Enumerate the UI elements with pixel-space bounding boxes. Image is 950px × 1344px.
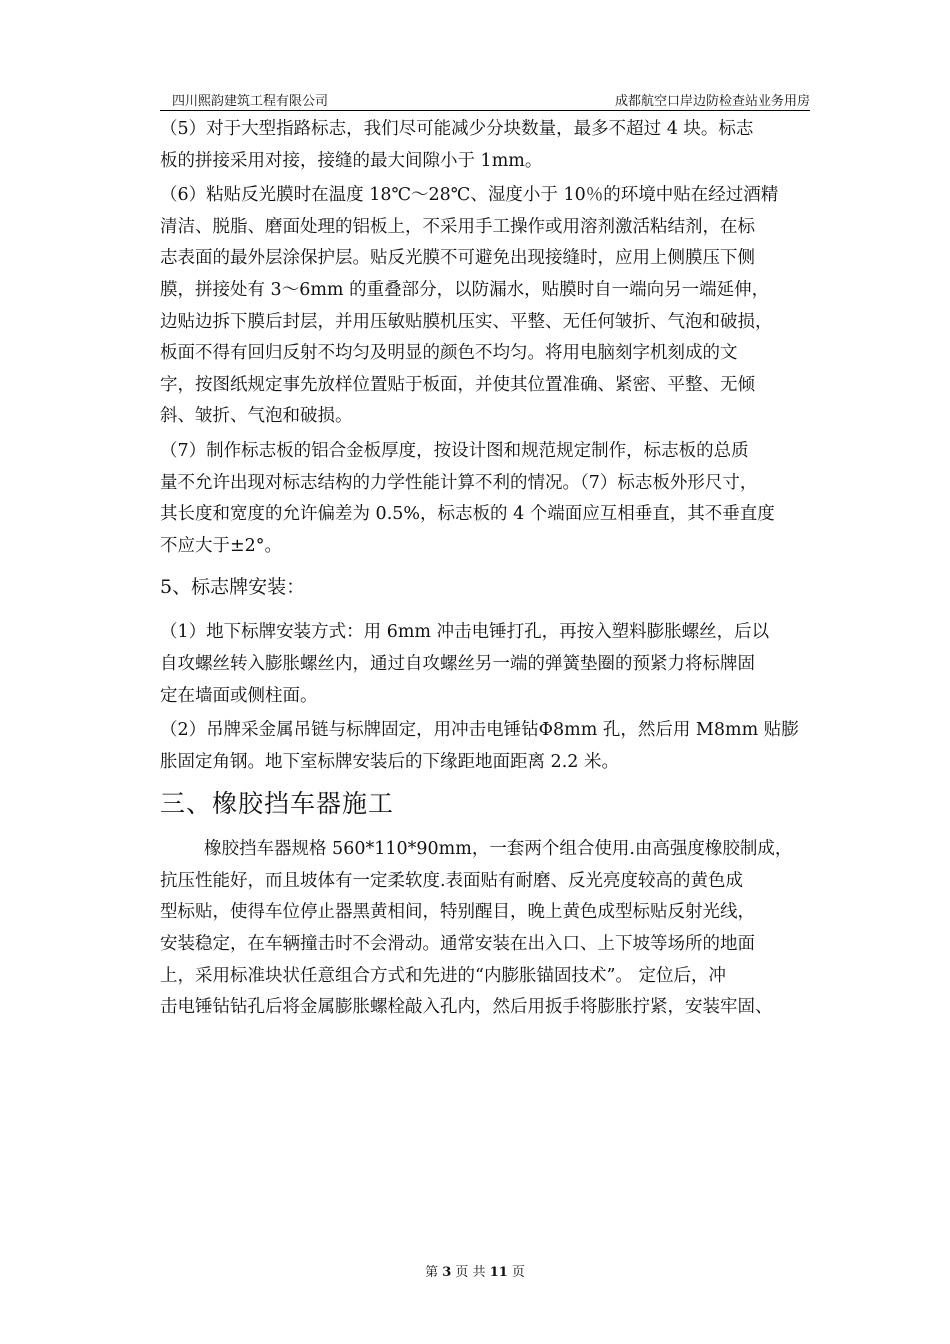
text-line: 橡胶挡车器规格 560*110*90mm，一套两个组合使用.由高强度橡胶制成，	[204, 839, 793, 860]
total-page-count: 11	[489, 1265, 508, 1280]
text-line: 其长度和宽度的允许偏差为 0.5%，标志板的 4 个端面应互相垂直，其不垂直度	[160, 504, 775, 525]
text-line: 不应大于±2°。	[160, 535, 283, 556]
text-line: （1）地下标牌安装方式：用 6mm 冲击电锤打孔，再按入塑料膨胀螺丝，后以	[160, 622, 770, 643]
header-company: 四川熙韵建筑工程有限公司	[172, 94, 329, 109]
text-line: 定在墙面或侧柱面。	[160, 685, 318, 706]
text-line: 斜、皱折、气泡和破损。	[160, 406, 353, 427]
text-line: 抗压性能好，而且坡体有一定柔软度.表面贴有耐磨、反光亮度较高的黄色成	[160, 870, 744, 891]
text-line: 型标贴，使得车位停止器黑黄相间，特别醒目，晚上黄色成型标贴反射光线，	[160, 902, 755, 923]
paragraph-install-2	[160, 715, 820, 778]
paragraph-install-1	[160, 617, 820, 712]
footer-suffix: 页	[511, 1265, 525, 1280]
text-line: （5）对于大型指路标志，我们尽可能减少分块数量，最多不超过 4 块。标志	[160, 119, 754, 139]
page-header	[160, 88, 810, 111]
section-heading-sign-install: 5、标志牌安装：	[160, 576, 306, 599]
current-page-number: 3	[442, 1265, 452, 1280]
text-line: 板面不得有回归反射不均匀及明显的颜色不均匀。将用电脑刻字机刻成的文	[160, 343, 738, 364]
text-line: 击电锤钻钻孔后将金属膨胀螺栓敲入孔内，然后用扳手将膨胀拧紧，安装牢固、	[160, 997, 773, 1018]
footer-mid: 页 共	[455, 1265, 486, 1280]
text-line: 板的拼接采用对接，接缝的最大间隙小于 1mm。	[160, 150, 543, 171]
chapter-heading-wheel-stopper: 三、橡胶挡车器施工	[160, 789, 395, 819]
text-line: 胀固定角钢。地下室标牌安装后的下缘距地面距离 2.2 米。	[160, 751, 619, 772]
text-line: 边贴边拆下膜后封层，并用压敏贴膜机压实、平整、无任何皱折、气泡和破损，	[160, 311, 773, 332]
text-line: 志表面的最外层涂保护层。贴反光膜不可避免出现接缝时，应用上侧膜压下侧	[160, 248, 755, 269]
paragraph-item-6	[160, 180, 820, 433]
text-line: （7）制作标志板的铝合金板厚度，按设计图和规范规定制作，标志板的总质	[160, 440, 749, 461]
paragraph-item-7	[160, 436, 820, 562]
document-body	[160, 114, 820, 1027]
paragraph-item-5	[160, 114, 820, 177]
text-line: 上，采用标准块状任意组合方式和先进的“内膨胀锚固技术”。 定位后，冲	[160, 965, 726, 986]
text-line: 自攻螺丝转入膨胀螺丝内，通过自攻螺丝另一端的弹簧垫圈的预紧力将标牌固	[160, 653, 755, 674]
text-line: 膜，拼接处有 3～6mm 的重叠部分，以防漏水，贴膜时自一端向另一端延伸，	[160, 279, 770, 300]
header-project: 成都航空口岸边防检查站业务用房	[614, 94, 810, 109]
text-line: （6）粘贴反光膜时在温度 18℃～28℃、湿度小于 10％的环境中贴在经过酒精	[160, 185, 779, 206]
text-line: 字，按图纸规定事先放样位置贴于板面，并使其位置准确、紧密、平整、无倾	[160, 374, 755, 395]
footer-prefix: 第	[425, 1265, 439, 1280]
paragraph-wheel-stopper	[160, 834, 820, 1024]
text-line: 量不允许出现对标志结构的力学性能计算不利的情况。（7）标志板外形尺寸，	[160, 472, 758, 493]
text-line: （2）吊牌采金属吊链与标牌固定，用冲击电锤钻Φ8mm 孔，然后用 M8mm 贴膨	[160, 720, 799, 741]
text-line: 安装稳定，在车辆撞击时不会滑动。通常安装在出入口、上下坡等场所的地面	[160, 934, 755, 955]
page-footer	[0, 1261, 950, 1280]
text-line: 清洁、脱脂、磨面处理的铝板上，不采用手工操作或用溶剂激活粘结剂，在标	[160, 216, 755, 237]
